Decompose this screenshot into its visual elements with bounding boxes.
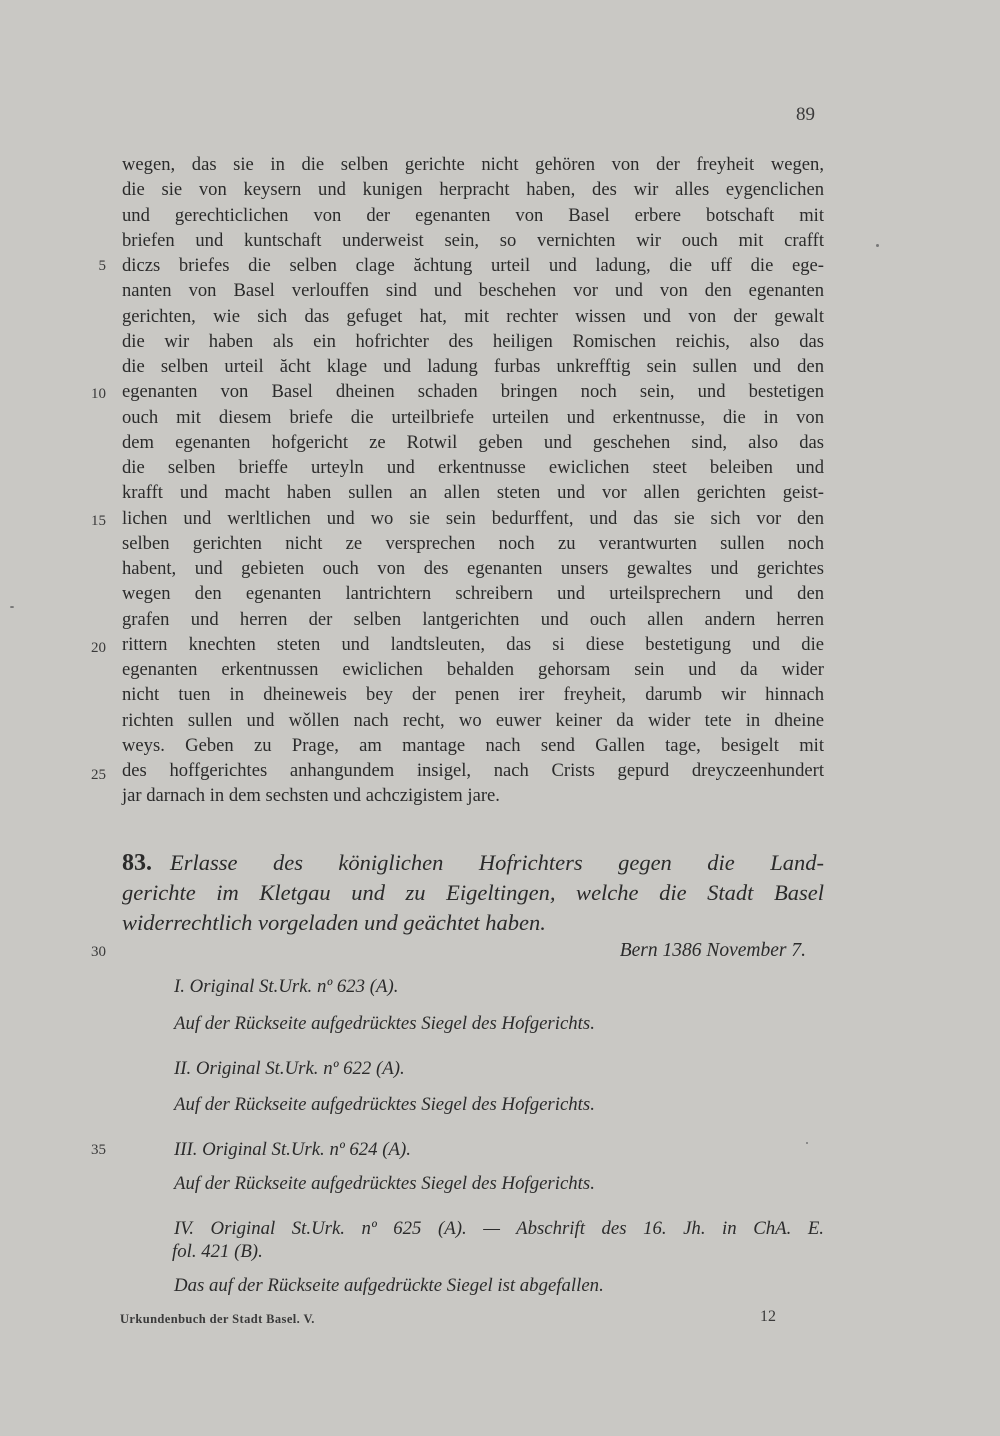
text-line: ouch mit diesem briefe die urteilbriefe urteilen und erkentnusse, die in von xyxy=(122,406,824,428)
text-line: des hoffgerichtes anhangundem insigel, nach Crists gepurd dreyczeenhundert xyxy=(122,760,824,781)
source-entry: II. Original St.Urk. nº 622 (A). xyxy=(174,1058,405,1079)
paper-speck xyxy=(10,606,14,608)
document-heading xyxy=(122,848,824,938)
text-line: wegen den egenanten lantrichtern schreibern und urteilsprechern und den xyxy=(122,583,824,605)
text-line: diczs briefes die selben clage ăchtung urteil und ladung, die uff die ege- xyxy=(122,255,824,276)
text-line: briefen und kuntschaft underweist sein, so vernichten wir ouch mit crafft xyxy=(122,229,824,251)
text-line: krafft und macht haben sullen an allen steten und vor allen gerichten geist- xyxy=(122,482,824,504)
text-line: habent, und gebieten ouch von des egenanten unsers gewaltes und gerichtes xyxy=(122,558,824,579)
line-number: 35 xyxy=(91,1142,106,1158)
text-line: egenanten erkentnussen ewiclichen behalden gehorsam sein und da wider xyxy=(122,659,824,680)
text-line: nicht tuen in dheineweis bey der penen irer freyheit, darumb wir hinnach xyxy=(122,684,824,706)
paper-speck xyxy=(876,244,879,247)
line-number: 15 xyxy=(91,513,106,529)
text-line: gerichten, wie sich das gefuget hat, mit rechter wissen und von der gewalt xyxy=(122,305,824,327)
source-entry: IV. Original St.Urk. nº 625 (A). — Abschrift des 16. Jh. in ChA. E. xyxy=(174,1218,824,1239)
text-line: lichen und werltlichen und wo sie sein bedurffent, und das sie sich vor den xyxy=(122,507,824,529)
text-line: rittern knechten steten und landtsleuten, das si diese bestetigung und die xyxy=(122,633,824,655)
line-number: 5 xyxy=(98,258,106,274)
line-number: 30 xyxy=(91,944,106,960)
source-note: Auf der Rückseite aufgedrücktes Siegel des Hofgerichts. xyxy=(174,1013,595,1034)
text-line: und gerechticlichen von der egenanten von Basel erbere botschaft mit xyxy=(122,204,824,226)
text-line: richten sullen und wǒllen nach recht, wo euwer keiner da wider tete in dheine xyxy=(122,709,824,731)
text-line: wegen, das sie in die selben gerichte nicht gehören von der freyheit wegen, xyxy=(122,154,824,175)
footer-signature-number: 12 xyxy=(760,1308,776,1325)
text-line: die selben urteil ăcht klage und ladung furbas unkrefftig sein sullen und den xyxy=(122,356,824,377)
line-number: 10 xyxy=(91,386,106,402)
document-number: 83. xyxy=(122,850,152,876)
text-line: jar darnach in dem sechsten und achczigistem jare. xyxy=(122,785,500,807)
document-body-text xyxy=(122,152,824,809)
text-line: grafen und herren der selben lantgerichten und ouch allen andern herren xyxy=(122,608,824,630)
text-line: nanten von Basel verlouffen sind und beschehen vor und von den egenanten xyxy=(122,280,824,302)
text-line: die sie von keysern und kunigen herpracht haben, des wir alles eygenclichen xyxy=(122,179,824,201)
source-entry-continued: fol. 421 (B). xyxy=(172,1241,263,1262)
heading-line: gerichte im Kletgau und zu Eigeltingen, welche die Stadt Basel xyxy=(122,880,824,905)
document-date: Bern 1386 November 7. xyxy=(619,940,806,961)
page-number: 89 xyxy=(796,104,815,125)
text-line: weys. Geben zu Prage, am mantage nach send Gallen tage, besigelt mit xyxy=(122,734,824,756)
source-entry: I. Original St.Urk. nº 623 (A). xyxy=(174,976,399,997)
text-line: die selben brieffe urteyln und erkentnusse ewiclichen steet beleiben und xyxy=(122,457,824,478)
source-note: Auf der Rückseite aufgedrücktes Siegel des Hofgerichts. xyxy=(174,1173,595,1194)
footer-book-title: Urkundenbuch der Stadt Basel. V. xyxy=(120,1312,315,1326)
line-number: 25 xyxy=(91,767,106,783)
heading-line: Erlasse des königlichen Hofrichters gegen die Land- xyxy=(170,850,824,875)
text-line: selben gerichten nicht ze versprechen noch zu verantwurten sullen noch xyxy=(122,532,824,554)
text-line: dem egenanten hofgericht ze Rotwil geben und geschehen sind, also das xyxy=(122,431,824,453)
text-line: die wir haben als ein hofrichter des heiligen Romischen reichis, also das xyxy=(122,330,824,352)
source-note: Das auf der Rückseite aufgedrückte Siegel ist abgefallen. xyxy=(174,1275,604,1296)
source-note: Auf der Rückseite aufgedrücktes Siegel des Hofgerichts. xyxy=(174,1094,595,1115)
text-line: egenanten von Basel dheinen schaden bringen noch sein, und bestetigen xyxy=(122,381,824,403)
heading-line: widerrechtlich vorgeladen und geächtet haben. xyxy=(122,910,546,935)
paper-speck xyxy=(806,1142,808,1144)
source-entry: III. Original St.Urk. nº 624 (A). xyxy=(174,1139,411,1160)
line-number: 20 xyxy=(91,640,106,656)
